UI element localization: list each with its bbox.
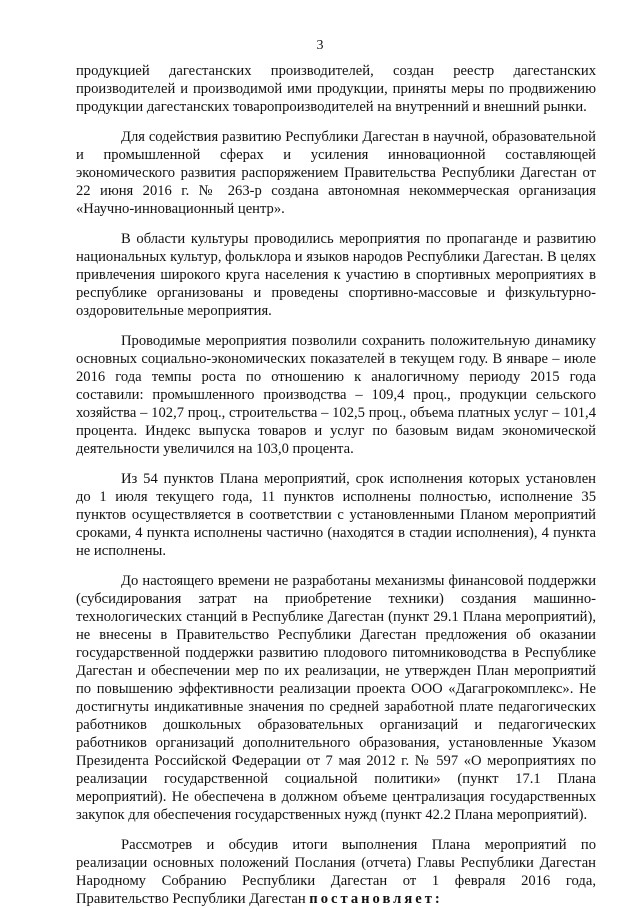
document-body bbox=[76, 62, 596, 908]
resolution-verb: постановляет: bbox=[309, 891, 443, 907]
paragraph-market-promotion: продукцией дагестанских производителей, создан реестр дагестанских производителей и производимой ими продукции, приняты меры по продвижению продукции дагестанских товаропроизводителей на внутренний и внешний рынки. bbox=[76, 63, 596, 115]
page-number: 3 bbox=[316, 38, 324, 53]
paragraph-culture-sport: В области культуры проводились мероприятия по пропаганде и развитию национальных культур, фольклора и языков народов Республики Дагестан. В целях привлечения широкого круга населения к участию в спортивных мероприятиях в республике организованы и проведены спортивно-массовые и физкультурно-оздоровительные мероприятия. bbox=[76, 231, 596, 319]
paragraph-unfulfilled-items: До настоящего времени не разработаны механизмы финансовой поддержки (субсидирования затрат на приобретение техники) создания машинно-технологических станций в Республике Дагестан (пункт 29.1 Плана мероприятий), не внесены в Правительство Республики Дагестан предложения об оказании государственной поддержки развитию плодового питомниководства в Республике Дагестан и обеспечении мер по их реализации, не утвержден План мероприятий по повышению эффективности реализации проекта ООО «Дагагрокомплекс». Не достигнуты индикативные значения по средней заработной плате педагогических работников дошкольных образовательных организаций и педагогических работников организаций дополнительного образования, установленные Указом Президента Российской Федерации от 7 мая 2012 г. № 597 «О мероприятиях по реализации государственной социальной политики» (пункт 17.1 Плана мероприятий). Не обеспечена в должном объеме централизация государственных закупок для обеспечения государственных нужд (пункт 42.2 Плана мероприятий). bbox=[76, 573, 596, 823]
paragraph-economic-indicators: Проводимые мероприятия позволили сохранить положительную динамику основных социально-экономических показателей в текущем году. В январе – июле 2016 года темпы роста по отношению к аналогичному периоду 2015 года составили: промышленного производства – 109,4 проц., продукции сельского хозяйства – 102,7 проц., строительства – 102,5 проц., объема платных услуг – 101,4 процента. Индекс выпуска товаров и услуг по базовым видам экономической деятельности увеличился на 103,0 процента. bbox=[76, 333, 596, 457]
resolution-text: Рассмотрев и обсудив итоги выполнения Плана мероприятий по реализации основных положений Послания (отчета) Главы Республики Дагестан Народному Собранию Республики Дагестан от 1 февраля 2016 года, Правительство Республики Дагестан bbox=[76, 837, 596, 907]
paragraph-plan-execution: Из 54 пунктов Плана мероприятий, срок исполнения которых установлен до 1 июля текущего года, 11 пунктов исполнены полностью, исполнение 35 пунктов осуществляется в соответствии с установленными Планом мероприятий сроками, 4 пункта исполнены частично (находятся в стадии исполнения), 4 пункта не исполнены. bbox=[76, 471, 596, 559]
paragraph-innovation-center: Для содействия развитию Республики Дагестан в научной, образовательной и промышленной сферах и усиления инновационной составляющей экономического развития распоряжением Правительства Республики Дагестан от 22 июня 2016 г. № 263-р создана автономная некоммерческая организация «Научно-инновационный центр». bbox=[76, 129, 596, 217]
paragraph-resolution bbox=[76, 836, 596, 908]
